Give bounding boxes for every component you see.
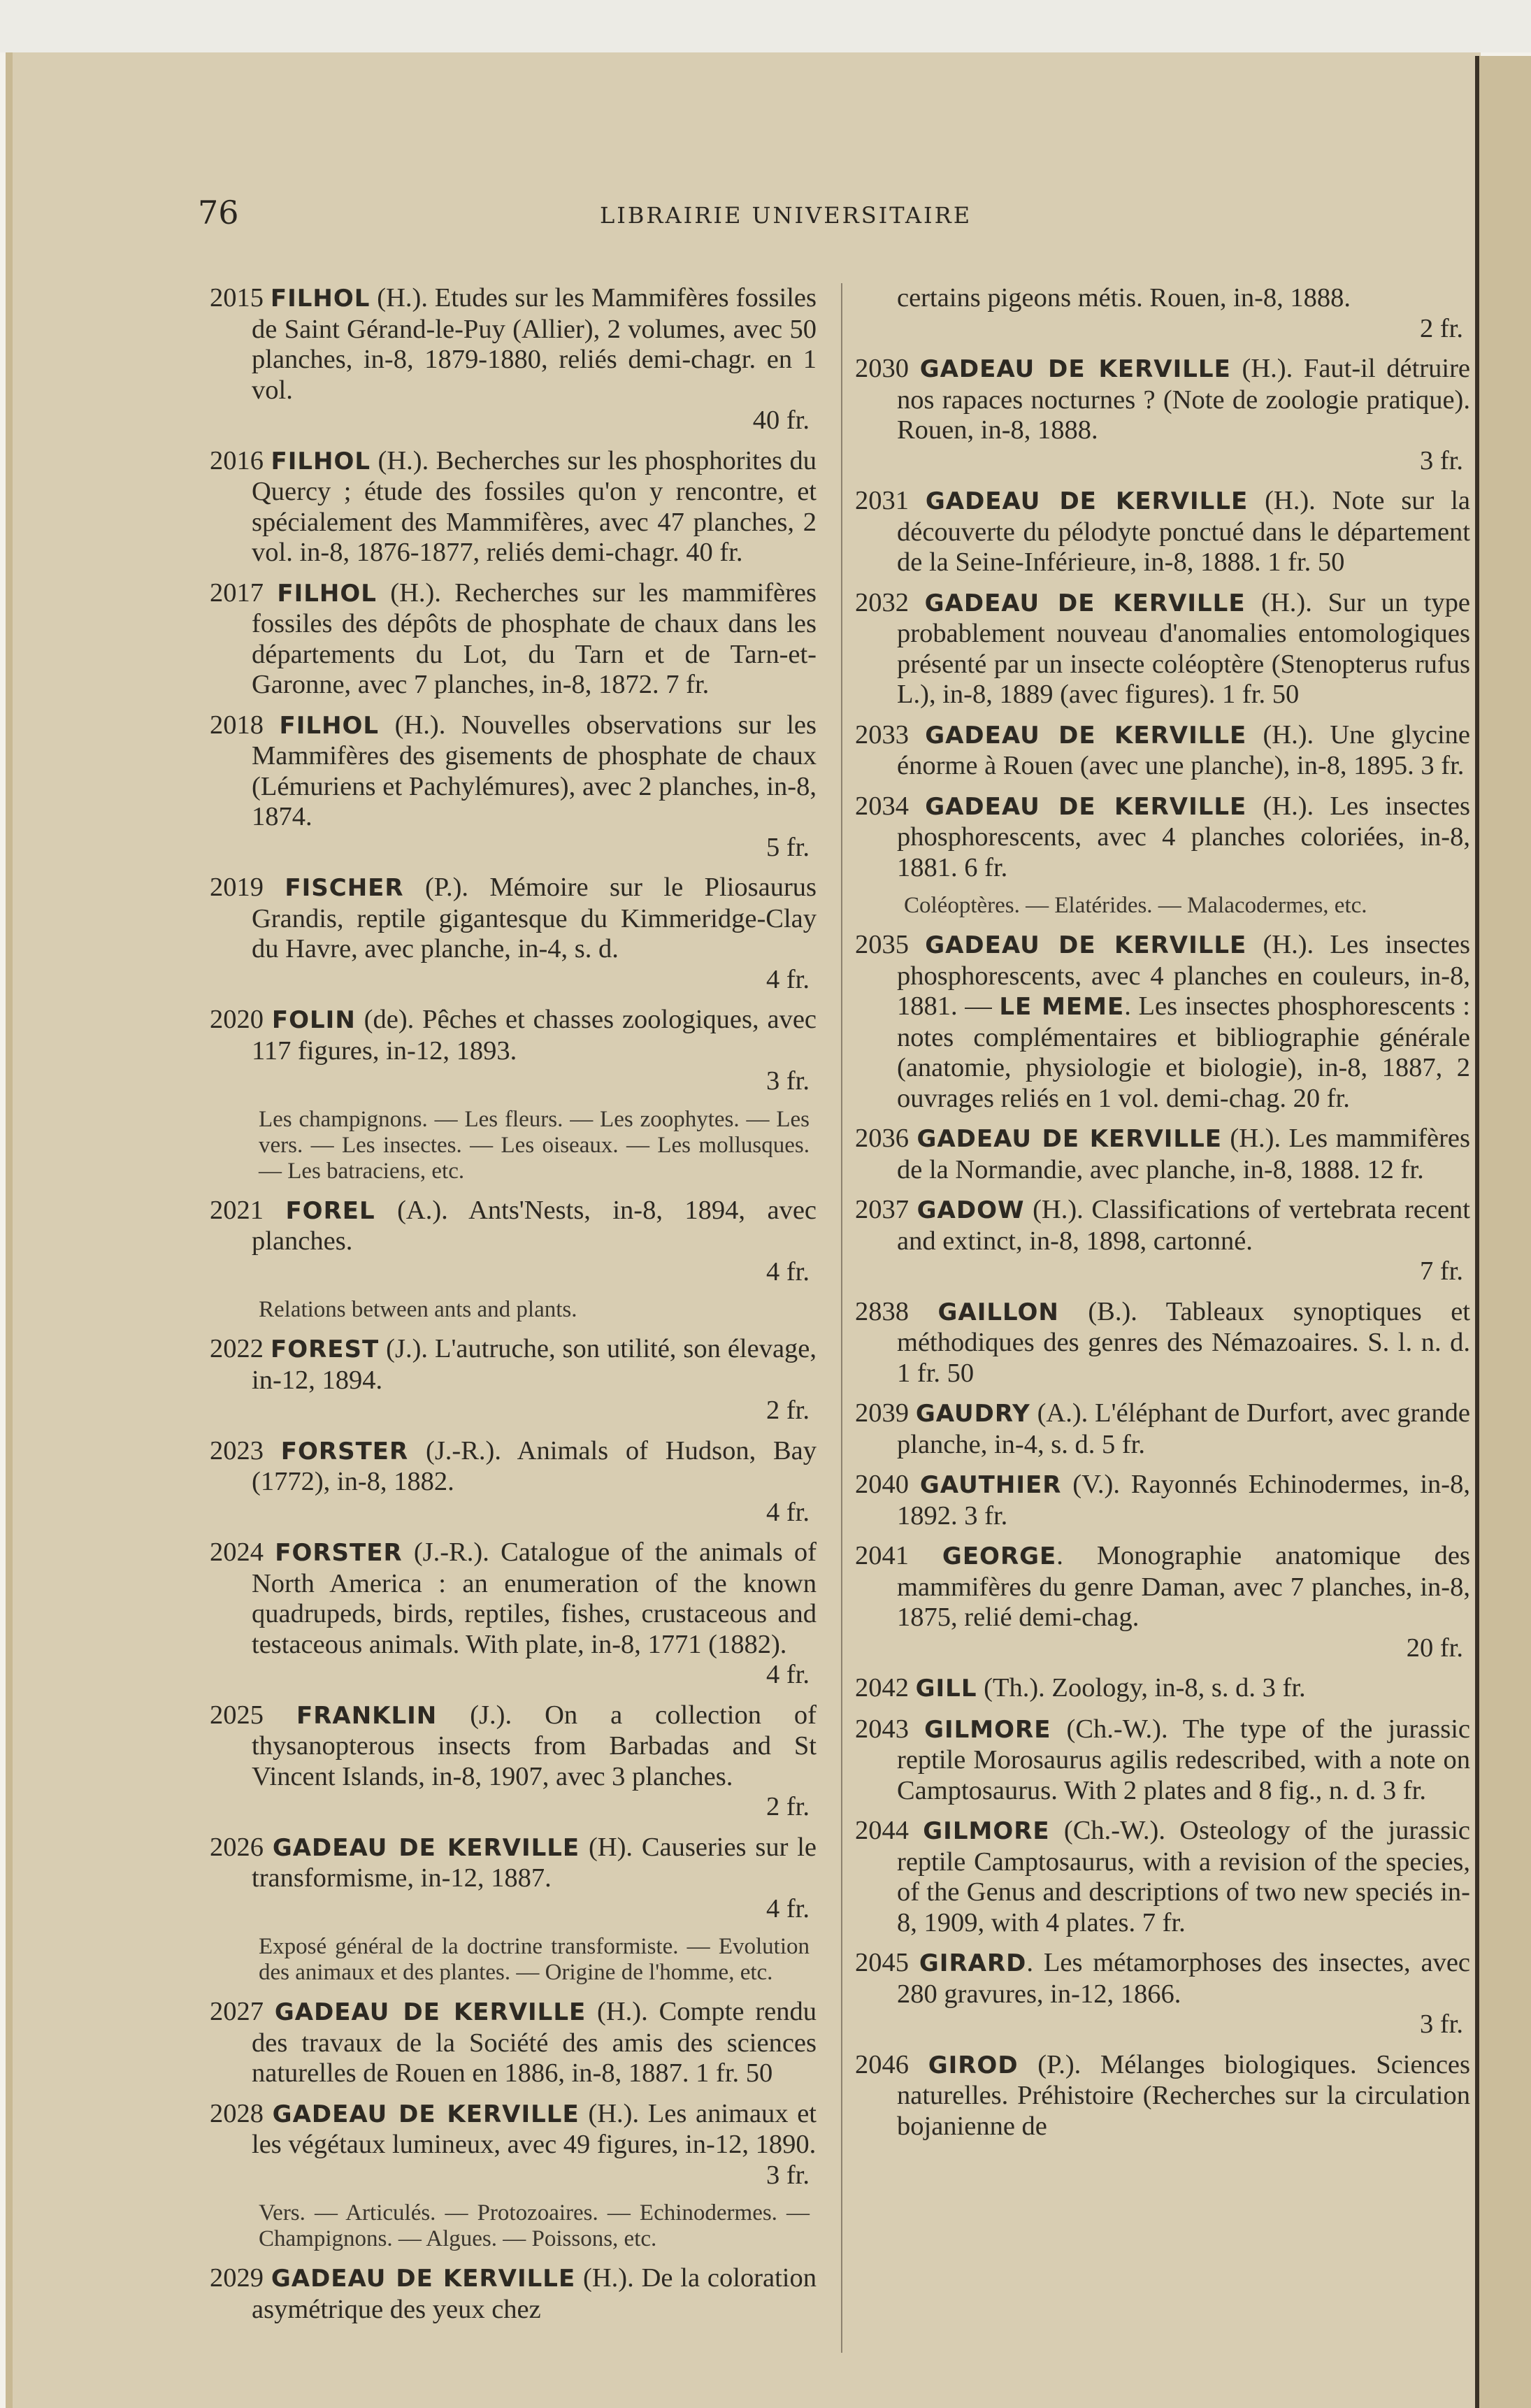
entry-number: 2039 [855, 1398, 909, 1428]
catalog-entry [210, 283, 817, 436]
entry-price: 4 fr. [766, 964, 810, 994]
book-page [6, 52, 1481, 2408]
entry-author: GADEAU DE KERVILLE [925, 931, 1247, 959]
entry-text: (H.). Faut-il détruire nos rapaces nocturnes ? (Note de zoologie pratique). Rouen, in-8, 1888. [897, 354, 1470, 445]
catalog-entry [855, 791, 1470, 884]
entry-text: (H.). Une glycine énorme à Rouen (avec une planche), in-8, 1895. 3 fr. [897, 719, 1471, 780]
entry-author: FOLIN [271, 1006, 356, 1034]
catalog-entry [210, 1196, 817, 1288]
entry-text: (P.). Mélanges biologiques. Sciences naturelles. Préhistoire (Recherches sur la circulation bojanienne de [897, 2049, 1470, 2141]
entry-price: 4 fr. [766, 1893, 810, 1923]
entry-number: 2024 [210, 1538, 264, 1567]
catalog-entry [855, 1195, 1470, 1287]
catalog-entry [855, 1948, 1470, 2040]
entry-number: 2044 [855, 1816, 909, 1845]
entry-author: FILHOL [279, 711, 380, 740]
entry-number: 2019 [210, 873, 264, 902]
catalog-entry [855, 354, 1470, 476]
catalog-entry [210, 1334, 817, 1426]
entry-note: Relations between ants and plants. [259, 1297, 577, 1322]
catalog-entry [210, 710, 817, 863]
entry-number: 2020 [210, 1005, 264, 1034]
entry-number: 2031 [855, 486, 909, 515]
entry-note: Exposé général de la doctrine transformiste. — Evolution des animaux et des plantes. — Origine de l'homme, etc. [259, 1934, 810, 1985]
entry-number: 2046 [855, 2049, 909, 2079]
catalog-entry [855, 486, 1470, 578]
entry-text: (H.). Sur un type probablement nouveau d'anomalies entomologiques présenté par un insecte coléoptère (Stenopterus rufus L.), in-8, 1889 (avec figures). 1 fr. 50 [897, 587, 1470, 709]
entry-author: GAILLON [937, 1298, 1059, 1326]
entry-text: (J.). L'autruche, son utilité, son élevage, in-12, 1894. [252, 1334, 817, 1395]
entry-author: FRANKLIN [296, 1701, 438, 1730]
entry-number: 2018 [210, 710, 264, 740]
entry-text: (V.). Rayonnés Echinodermes, in-8, 1892. 3 fr. [897, 1470, 1470, 1531]
entry-text: (de). Pêches et chasses zoologiques, avec 117 figures, in-12, 1893. [252, 1005, 817, 1066]
right-column [855, 283, 1470, 2151]
entry-author: FORSTER [280, 1437, 409, 1465]
entry-note: Les champignons. — Les fleurs. — Les zoophytes. — Les vers. — Les insectes. — Les oiseaux. — Les mollusques. — Les batraciens, etc. [259, 1106, 810, 1184]
entry-price: 4 fr. [766, 1660, 810, 1689]
entry-price: 3 fr. [766, 2160, 810, 2190]
entry-text: (H.). Les insectes phosphorescents, avec 4 planches coloriées, in-8, 1881. 6 fr. [897, 791, 1471, 882]
entry-text: (H.). De la coloration asymétrique des yeux chez [252, 2263, 817, 2324]
entry-number: 2023 [210, 1435, 264, 1465]
facing-page-edge [1479, 56, 1531, 2408]
entry-number: 2026 [210, 1832, 264, 1862]
entry-text: (H.). Note sur la découverte du pélodyte ponctué dans le département de la Seine-Inférieure, in-8, 1888. 1 fr. 50 [897, 486, 1471, 577]
page-number: 76 [198, 194, 239, 231]
entry-number: 2016 [210, 445, 264, 475]
entry-number: 2032 [855, 587, 909, 617]
entry-number: 2025 [210, 1700, 264, 1730]
entry-price: 4 fr. [766, 1497, 810, 1527]
entry-number: 2029 [210, 2263, 264, 2293]
entry-text: . Les métamorphoses des insectes, avec 280 gravures, in-12, 1866. [897, 1948, 1470, 2009]
entry-text: (H.). Les insectes phosphorescents, avec 4 planches en couleurs, in-8, 1881. — [897, 930, 1471, 1021]
entry-author: FOREST [270, 1335, 380, 1363]
entry-author: GADEAU DE KERVILLE [274, 1998, 587, 2026]
entry-text: (A.). Ants'Nests, in-8, 1894, avec planches. [252, 1195, 817, 1256]
entry-number: 2036 [855, 1124, 909, 1153]
catalog-entry [210, 578, 817, 701]
entry-author: GADEAU DE KERVILLE [917, 1125, 1222, 1153]
column-divider [841, 283, 842, 2353]
running-head: LIBRAIRIE UNIVERSITAIRE [600, 202, 972, 229]
catalog-entry [855, 930, 1470, 1114]
entry-number: 2021 [210, 1195, 264, 1225]
entry-author: GAUDRY [915, 1400, 1030, 1428]
entry-author: FILHOL [277, 579, 377, 608]
catalog-entry [855, 720, 1470, 782]
entry-number: 2030 [855, 354, 909, 383]
catalog-entry [210, 2263, 817, 2325]
catalog-entry [210, 2099, 817, 2191]
entry-author: LE MEME [999, 993, 1125, 1021]
catalog-entry [855, 1297, 1470, 1389]
entry-number: 2015 [210, 283, 264, 313]
entry-author: GADEAU DE KERVILLE [271, 2265, 576, 2293]
entry-text: (Ch.-W.). Osteology of the jurassic reptile Camptosaurus, with a revision of the species, of the Genus and descriptions of two new speciés in-8, 1909, with 4 plates. 7 fr. [897, 1816, 1470, 1937]
entry-text: (J.). On a collection of thysanopterous insects from Barbadas and St Vincent Islands, in-8, 1907, avec 3 planches. [252, 1700, 817, 1791]
entry-author: GADEAU DE KERVILLE [924, 589, 1246, 617]
catalog-entry [210, 1005, 817, 1097]
entry-author: GADEAU DE KERVILLE [919, 355, 1231, 383]
entry-text: (H.). Classifications of vertebrata recent and extinct, in-8, 1898, cartonné. [897, 1195, 1470, 1256]
entry-number: 2017 [210, 578, 264, 608]
entry-number: 2028 [210, 2098, 264, 2128]
entry-author: GIRARD [919, 1949, 1027, 1977]
entry-text: (H.). Les mammifères de la Normandie, avec planche, in-8, 1888. 12 fr. [897, 1124, 1470, 1184]
entry-number: 2040 [855, 1470, 909, 1499]
catalog-entry [210, 1833, 817, 1925]
entry-price: 3 fr. [766, 1066, 810, 1096]
entry-note: Coléoptères. — Elatérides. — Malacodermes, etc. [904, 893, 1367, 918]
left-column [210, 283, 817, 2335]
catalog-entry [855, 283, 1470, 344]
entry-text: (J.-R.). Animals of Hudson, Bay (1772), in-8, 1882. [252, 1435, 817, 1496]
entry-text: (Th.). Zoology, in-8, s. d. 3 fr. [977, 1673, 1306, 1703]
entry-number: 2034 [855, 791, 909, 821]
entry-text: . Les insectes phosphorescents : notes complémentaires et bibliographie générale (anatomie, physiologie et biologie), in-8, 1887, 2 ouvrages reliés en 1 vol. demi-chag. 20 fr. [897, 991, 1470, 1113]
catalog-entry [855, 1816, 1470, 1938]
entry-author: GADOW [917, 1196, 1025, 1224]
entry-author: GADEAU DE KERVILLE [925, 721, 1247, 750]
entry-text: certains pigeons métis. Rouen, in-8, 1888. [897, 283, 1351, 313]
entry-price: 2 fr. [766, 1396, 810, 1425]
entry-text: (H.). Compte rendu des travaux de la Société des amis des sciences naturelles de Rouen en 1886, in-8, 1887. 1 fr. 50 [252, 1997, 817, 2088]
entry-text: . Monographie anatomique des mammifères du genre Daman, avec 7 planches, in-8, 1875, relié demi-chag. [897, 1541, 1470, 1632]
entry-author: GADEAU DE KERVILLE [925, 487, 1249, 515]
catalog-entry [855, 1714, 1470, 1807]
entry-price: 2 fr. [1419, 313, 1463, 343]
catalog-entry [855, 1470, 1470, 1531]
catalog-entry [210, 1436, 817, 1528]
entry-author: GADEAU DE KERVILLE [272, 1833, 580, 1862]
entry-author: FISCHER [285, 874, 404, 902]
entry-author: GILMORE [923, 1817, 1050, 1845]
catalog-entry [855, 1673, 1470, 1705]
entry-number: 2045 [855, 1948, 909, 1977]
entry-number: 2035 [855, 930, 909, 959]
entry-author: GILMORE [924, 1715, 1051, 1744]
entry-price: 20 fr. [1406, 1633, 1463, 1663]
entry-number: 2027 [210, 1997, 264, 2026]
entry-price: 3 fr. [1419, 445, 1463, 475]
catalog-entry [210, 1538, 817, 1691]
catalog-entry [855, 1541, 1470, 1663]
entry-author: FILHOL [271, 447, 371, 475]
entry-number: 2042 [855, 1673, 909, 1703]
entry-author: GILL [915, 1675, 977, 1703]
catalog-entry [210, 1700, 817, 1823]
entry-text: (H.). Becherches sur les phosphorites du Quercy ; étude des fossiles qu'on y rencontre, et spécialement des Mammifères, avec 47 planches, 2 vol. in-8, 1876-1877, reliés demi-chagr. 40 fr. [252, 445, 817, 567]
catalog-entry [855, 2050, 1470, 2142]
entry-price: 7 fr. [1419, 1256, 1463, 1286]
entry-price: 3 fr. [1419, 2009, 1463, 2039]
catalog-entry [855, 588, 1470, 710]
entry-author: FORSTER [275, 1539, 403, 1567]
entry-number: 2041 [855, 1541, 909, 1570]
page-header [13, 194, 1488, 236]
entry-author: FILHOL [270, 285, 371, 313]
catalog-entry [210, 873, 817, 995]
entry-number: 2022 [210, 1334, 264, 1363]
entry-text: (H.). Etudes sur les Mammifères fossiles de Saint Gérand-le-Puy (Allier), 2 volumes, avec 50 planches, in-8, 1879-1880, reliés demi-chagr. en 1 vol. [252, 283, 817, 405]
entry-price: 4 fr. [766, 1256, 810, 1287]
entry-author: GEORGE [942, 1542, 1057, 1570]
entry-text: (Ch.-W.). The type of the jurassic reptile Morosaurus agilis redescribed, with a note on Camptosaurus. With 2 plates and 8 fig., n. d. 3 fr. [897, 1714, 1470, 1805]
catalog-entry [855, 1398, 1470, 1460]
entry-price: 40 fr. [752, 406, 810, 435]
entry-text: (H.). Les animaux et les végétaux lumineux, avec 49 figures, in-12, 1890. [252, 2098, 817, 2159]
entry-note: Vers. — Articulés. — Protozoaires. — Echinodermes. — Champignons. — Algues. — Poissons, etc. [259, 2200, 810, 2251]
entry-number: 2838 [855, 1296, 909, 1326]
entry-author: FOREL [285, 1196, 375, 1225]
entry-author: GIROD [928, 2051, 1019, 2079]
entry-author: GAUTHIER [919, 1471, 1062, 1499]
scan-background [0, 0, 1531, 52]
entry-number: 2043 [855, 1714, 909, 1744]
catalog-entry [855, 1124, 1470, 1185]
entry-author: GADEAU DE KERVILLE [925, 792, 1247, 821]
entry-author: GADEAU DE KERVILLE [272, 2100, 580, 2128]
catalog-entry [210, 446, 817, 568]
entry-price: 2 fr. [766, 1792, 810, 1821]
entry-text: (H.). Recherches sur les mammifères fossiles des dépôts de phosphate de chaux dans les départements du Lot, du Tarn et de Tarn-et-Garonne, avec 7 planches, in-8, 1872. 7 fr. [252, 578, 817, 699]
entry-text: (H). Causeries sur le transformisme, in-12, 1887. [252, 1832, 817, 1893]
entry-text: (A.). L'éléphant de Durfort, avec grande planche, in-4, s. d. 5 fr. [897, 1398, 1470, 1459]
entry-number: 2033 [855, 719, 909, 750]
entry-text: (J.-R.). Catalogue of the animals of North America : an enumeration of the known quadrupeds, birds, reptiles, fishes, crustaceous and testaceous animals. With plate, in-8, 1771 (1882). [252, 1538, 817, 1659]
entry-price: 5 fr. [766, 832, 810, 862]
entry-text: (P.). Mémoire sur le Pliosaurus Grandis, reptile gigantesque du Kimmeridge-Clay du Havre, avec planche, in-4, s. d. [252, 873, 817, 963]
entry-text: (H.). Nouvelles observations sur les Mammifères des gisements de phosphate de chaux (Lémuriens et Pachylémures), avec 2 planches, in-8, 1874. [252, 710, 817, 831]
entry-number: 2037 [855, 1195, 909, 1224]
entry-text: (B.). Tableaux synoptiques et méthodiques des genres des Némazoaires. S. l. n. d. 1 fr. 50 [897, 1296, 1470, 1388]
catalog-entry [210, 1997, 817, 2089]
